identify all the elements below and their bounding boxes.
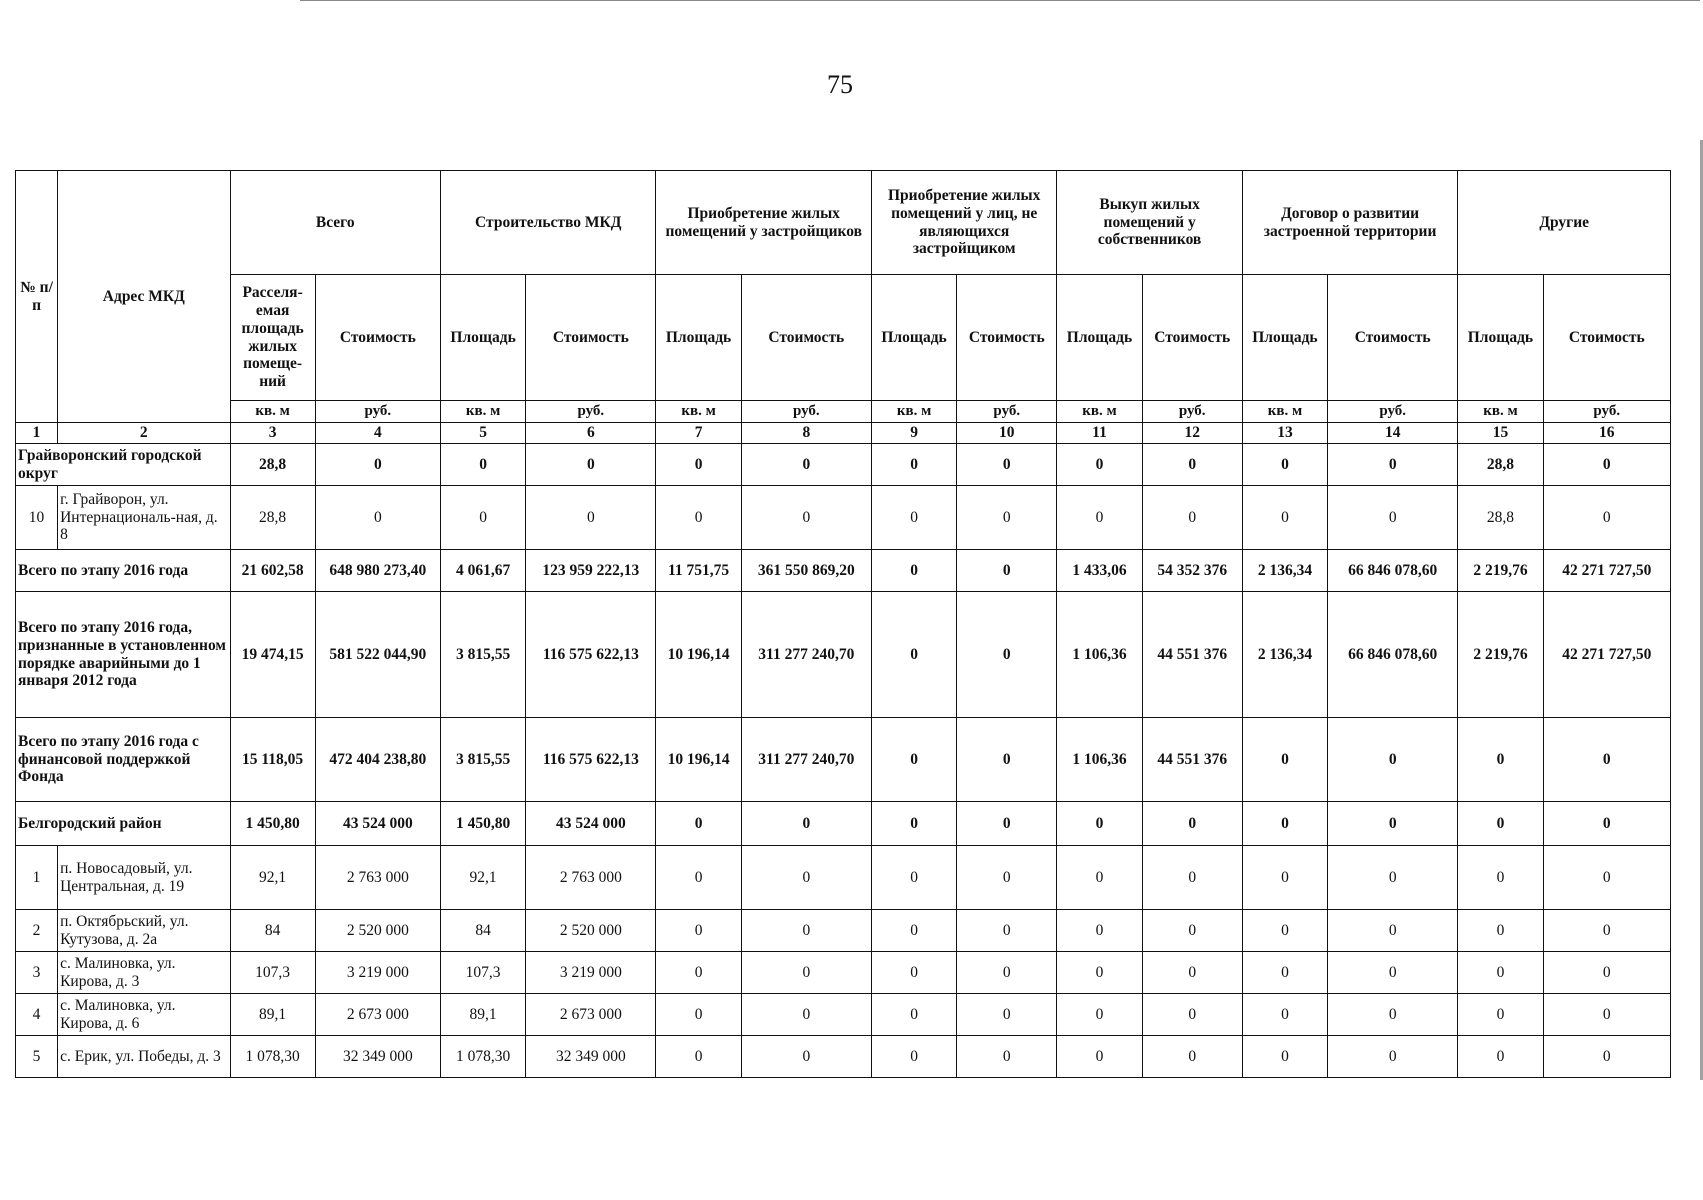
cell-area-value: 0 <box>441 486 526 550</box>
header-unit: кв. м <box>1242 401 1327 423</box>
row-number: 5 <box>16 1036 58 1078</box>
cell-area-value: 92,1 <box>230 846 315 910</box>
header-unit: руб. <box>1142 401 1242 423</box>
cell-area-value: 2 219,76 <box>1458 592 1543 718</box>
cell-cost-value: 0 <box>741 994 871 1036</box>
header-unit: кв. м <box>441 401 526 423</box>
cell-area-value: 89,1 <box>230 994 315 1036</box>
cell-area-value: 28,8 <box>1458 486 1543 550</box>
cell-cost-value: 2 763 000 <box>526 846 656 910</box>
cell-area-value: 0 <box>871 910 956 952</box>
cell-area-value: 0 <box>1458 718 1543 802</box>
cell-cost-value: 44 551 376 <box>1142 718 1242 802</box>
row-address: с. Малиновка, ул. Кирова, д. 3 <box>58 952 230 994</box>
header-unit: кв. м <box>1057 401 1142 423</box>
cell-area-value: 0 <box>871 952 956 994</box>
table-row-group-total <box>16 592 1671 718</box>
cell-area-value: 0 <box>1242 718 1327 802</box>
cell-cost-value: 0 <box>957 444 1057 486</box>
cell-cost-value: 0 <box>741 486 871 550</box>
cell-cost-value: 0 <box>1142 910 1242 952</box>
column-number: 9 <box>871 423 956 444</box>
cell-area-value: 107,3 <box>230 952 315 994</box>
header-sub-cost: Стоимость <box>1328 275 1458 401</box>
column-number: 3 <box>230 423 315 444</box>
cell-cost-value: 0 <box>957 802 1057 846</box>
cell-cost-value: 0 <box>1328 444 1458 486</box>
cell-cost-value: 0 <box>1328 718 1458 802</box>
cell-cost-value: 43 524 000 <box>315 802 440 846</box>
cell-area-value: 0 <box>1057 846 1142 910</box>
cell-area-value: 10 196,14 <box>656 718 741 802</box>
header-unit: руб. <box>1543 401 1670 423</box>
header-group-other: Другие <box>1458 171 1671 275</box>
cell-cost-value: 0 <box>741 444 871 486</box>
cell-area-value: 0 <box>1242 952 1327 994</box>
cell-area-value: 0 <box>871 846 956 910</box>
header-sub-area: Площадь <box>656 275 741 401</box>
cell-area-value: 0 <box>1057 444 1142 486</box>
cell-cost-value: 116 575 622,13 <box>526 592 656 718</box>
cell-cost-value: 0 <box>315 486 440 550</box>
cell-cost-value: 0 <box>1543 718 1670 802</box>
group-label: Грайворонский городской округ <box>16 444 231 486</box>
header-sub-area: Площадь <box>1242 275 1327 401</box>
header-group-total: Всего <box>230 171 441 275</box>
header-unit: кв. м <box>656 401 741 423</box>
row-number: 3 <box>16 952 58 994</box>
cell-cost-value: 42 271 727,50 <box>1543 592 1670 718</box>
cell-cost-value: 361 550 869,20 <box>741 550 871 592</box>
header-group-purchase-non-developers: Приобретение жилых помещений у лиц, не являющихся застройщиком <box>871 171 1056 275</box>
column-number: 10 <box>957 423 1057 444</box>
table-row <box>16 994 1671 1036</box>
header-sub-cost: Стоимость <box>741 275 871 401</box>
cell-cost-value: 0 <box>1543 994 1670 1036</box>
cell-area-value: 0 <box>1242 802 1327 846</box>
cell-cost-value: 0 <box>1543 486 1670 550</box>
cell-cost-value: 472 404 238,80 <box>315 718 440 802</box>
header-sub-area: Площадь <box>441 275 526 401</box>
table-body <box>16 444 1671 1078</box>
cell-cost-value: 0 <box>1328 910 1458 952</box>
cell-area-value: 0 <box>1057 486 1142 550</box>
header-sub-resettled-area: Расселя-емая площадь жилых помеще-ний <box>230 275 315 401</box>
cell-area-value: 0 <box>1242 486 1327 550</box>
header-unit: руб. <box>1328 401 1458 423</box>
cell-area-value: 0 <box>1057 802 1142 846</box>
cell-cost-value: 0 <box>1142 444 1242 486</box>
cell-cost-value: 0 <box>957 846 1057 910</box>
header-unit: руб. <box>526 401 656 423</box>
cell-cost-value: 0 <box>741 802 871 846</box>
cell-area-value: 0 <box>1057 994 1142 1036</box>
cell-cost-value: 0 <box>957 952 1057 994</box>
cell-area-value: 0 <box>441 444 526 486</box>
cell-cost-value: 0 <box>526 486 656 550</box>
page-number: 75 <box>827 70 853 99</box>
header-unit: кв. м <box>230 401 315 423</box>
row-number: 10 <box>16 486 58 550</box>
cell-cost-value: 0 <box>1328 994 1458 1036</box>
header-sub-area: Площадь <box>1458 275 1543 401</box>
header-units-row <box>16 401 1671 423</box>
header-group-row <box>16 171 1671 275</box>
cell-cost-value: 0 <box>741 1036 871 1078</box>
table-row-group-total <box>16 550 1671 592</box>
cell-area-value: 0 <box>1242 994 1327 1036</box>
cell-area-value: 0 <box>1458 802 1543 846</box>
table-row <box>16 1036 1671 1078</box>
housing-table-container <box>15 170 1671 1078</box>
scan-top-edge <box>300 0 1700 1</box>
cell-cost-value: 0 <box>1142 486 1242 550</box>
header-group-purchase-developers: Приобретение жилых помещений у застройщиков <box>656 171 871 275</box>
header-sub-cost: Стоимость <box>315 275 440 401</box>
column-number: 16 <box>1543 423 1670 444</box>
cell-cost-value: 0 <box>1328 846 1458 910</box>
cell-cost-value: 2 520 000 <box>315 910 440 952</box>
group-label: Всего по этапу 2016 года с финансовой поддержкой Фонда <box>16 718 231 802</box>
row-address: г. Грайворон, ул. Интернациональ-ная, д. 8 <box>58 486 230 550</box>
cell-cost-value: 0 <box>741 846 871 910</box>
cell-cost-value: 66 846 078,60 <box>1328 550 1458 592</box>
cell-cost-value: 123 959 222,13 <box>526 550 656 592</box>
column-number: 6 <box>526 423 656 444</box>
cell-cost-value: 311 277 240,70 <box>741 718 871 802</box>
cell-area-value: 28,8 <box>230 486 315 550</box>
cell-cost-value: 0 <box>957 550 1057 592</box>
row-address: п. Новосадовый, ул. Центральная, д. 19 <box>58 846 230 910</box>
header-no: № п/п <box>16 171 58 423</box>
header-column-numbers-row <box>16 423 1671 444</box>
cell-cost-value: 0 <box>1543 1036 1670 1078</box>
cell-area-value: 3 815,55 <box>441 718 526 802</box>
cell-cost-value: 2 520 000 <box>526 910 656 952</box>
cell-area-value: 0 <box>871 718 956 802</box>
cell-area-value: 1 106,36 <box>1057 592 1142 718</box>
column-number: 7 <box>656 423 741 444</box>
column-number: 15 <box>1458 423 1543 444</box>
cell-cost-value: 0 <box>1328 802 1458 846</box>
header-unit: руб. <box>741 401 871 423</box>
cell-cost-value: 0 <box>1142 952 1242 994</box>
cell-cost-value: 0 <box>957 592 1057 718</box>
cell-area-value: 2 136,34 <box>1242 550 1327 592</box>
cell-cost-value: 581 522 044,90 <box>315 592 440 718</box>
header-group-construction: Строительство МКД <box>441 171 656 275</box>
cell-cost-value: 0 <box>1142 994 1242 1036</box>
header-unit: кв. м <box>871 401 956 423</box>
column-number: 5 <box>441 423 526 444</box>
cell-cost-value: 0 <box>1543 444 1670 486</box>
cell-area-value: 84 <box>441 910 526 952</box>
cell-cost-value: 0 <box>957 994 1057 1036</box>
cell-area-value: 0 <box>1242 910 1327 952</box>
housing-resettlement-table <box>15 170 1671 1078</box>
table-row <box>16 846 1671 910</box>
cell-area-value: 0 <box>656 910 741 952</box>
cell-cost-value: 0 <box>1543 910 1670 952</box>
cell-area-value: 1 106,36 <box>1057 718 1142 802</box>
cell-cost-value: 0 <box>1543 802 1670 846</box>
cell-area-value: 15 118,05 <box>230 718 315 802</box>
cell-area-value: 0 <box>871 486 956 550</box>
cell-cost-value: 116 575 622,13 <box>526 718 656 802</box>
cell-area-value: 28,8 <box>230 444 315 486</box>
cell-area-value: 0 <box>871 444 956 486</box>
table-row-group-total <box>16 718 1671 802</box>
column-number: 2 <box>58 423 230 444</box>
cell-area-value: 0 <box>871 1036 956 1078</box>
header-sub-row <box>16 275 1671 401</box>
header-unit: руб. <box>957 401 1057 423</box>
column-number: 12 <box>1142 423 1242 444</box>
cell-area-value: 0 <box>1242 444 1327 486</box>
cell-area-value: 89,1 <box>441 994 526 1036</box>
row-number: 4 <box>16 994 58 1036</box>
cell-area-value: 0 <box>871 592 956 718</box>
cell-cost-value: 2 763 000 <box>315 846 440 910</box>
row-number: 2 <box>16 910 58 952</box>
table-row-group-total <box>16 802 1671 846</box>
row-address: с. Малиновка, ул. Кирова, д. 6 <box>58 994 230 1036</box>
cell-cost-value: 42 271 727,50 <box>1543 550 1670 592</box>
cell-cost-value: 44 551 376 <box>1142 592 1242 718</box>
cell-area-value: 2 219,76 <box>1458 550 1543 592</box>
header-sub-cost: Стоимость <box>1142 275 1242 401</box>
cell-area-value: 28,8 <box>1458 444 1543 486</box>
cell-area-value: 0 <box>1057 1036 1142 1078</box>
table-row <box>16 486 1671 550</box>
cell-cost-value: 0 <box>1142 1036 1242 1078</box>
header-sub-area: Площадь <box>871 275 956 401</box>
header-sub-cost: Стоимость <box>1543 275 1670 401</box>
cell-area-value: 0 <box>1242 846 1327 910</box>
cell-area-value: 10 196,14 <box>656 592 741 718</box>
cell-area-value: 19 474,15 <box>230 592 315 718</box>
header-unit: руб. <box>315 401 440 423</box>
cell-cost-value: 3 219 000 <box>315 952 440 994</box>
cell-area-value: 3 815,55 <box>441 592 526 718</box>
cell-cost-value: 0 <box>1142 802 1242 846</box>
cell-area-value: 107,3 <box>441 952 526 994</box>
cell-cost-value: 0 <box>957 910 1057 952</box>
header-sub-area: Площадь <box>1057 275 1142 401</box>
cell-cost-value: 66 846 078,60 <box>1328 592 1458 718</box>
header-sub-cost: Стоимость <box>526 275 656 401</box>
cell-area-value: 1 078,30 <box>230 1036 315 1078</box>
header-sub-cost: Стоимость <box>957 275 1057 401</box>
cell-cost-value: 0 <box>1543 952 1670 994</box>
cell-area-value: 4 061,67 <box>441 550 526 592</box>
cell-cost-value: 32 349 000 <box>526 1036 656 1078</box>
cell-area-value: 0 <box>656 846 741 910</box>
cell-area-value: 1 450,80 <box>230 802 315 846</box>
cell-area-value: 0 <box>1057 952 1142 994</box>
group-label: Всего по этапу 2016 года, признанные в установленном порядке аварийными до 1 января 2012 года <box>16 592 231 718</box>
column-number: 14 <box>1328 423 1458 444</box>
cell-area-value: 2 136,34 <box>1242 592 1327 718</box>
cell-area-value: 1 433,06 <box>1057 550 1142 592</box>
row-address: с. Ерик, ул. Победы, д. 3 <box>58 1036 230 1078</box>
cell-cost-value: 0 <box>526 444 656 486</box>
cell-cost-value: 0 <box>957 1036 1057 1078</box>
cell-area-value: 84 <box>230 910 315 952</box>
cell-cost-value: 0 <box>957 486 1057 550</box>
column-number: 8 <box>741 423 871 444</box>
column-number: 4 <box>315 423 440 444</box>
cell-cost-value: 3 219 000 <box>526 952 656 994</box>
header-unit: кв. м <box>1458 401 1543 423</box>
table-row-group-total <box>16 444 1671 486</box>
header-group-buyout: Выкуп жилых помещений у собственников <box>1057 171 1242 275</box>
cell-cost-value: 0 <box>1328 952 1458 994</box>
group-label: Белгородский район <box>16 802 231 846</box>
cell-cost-value: 43 524 000 <box>526 802 656 846</box>
cell-area-value: 0 <box>871 550 956 592</box>
cell-cost-value: 0 <box>741 952 871 994</box>
cell-area-value: 1 450,80 <box>441 802 526 846</box>
cell-cost-value: 2 673 000 <box>315 994 440 1036</box>
cell-cost-value: 0 <box>957 718 1057 802</box>
cell-cost-value: 0 <box>741 910 871 952</box>
cell-area-value: 0 <box>871 994 956 1036</box>
table-header <box>16 171 1671 444</box>
cell-area-value: 92,1 <box>441 846 526 910</box>
cell-area-value: 0 <box>1057 910 1142 952</box>
cell-cost-value: 0 <box>1142 846 1242 910</box>
cell-cost-value: 0 <box>1328 486 1458 550</box>
cell-area-value: 0 <box>871 802 956 846</box>
column-number: 11 <box>1057 423 1142 444</box>
column-number: 13 <box>1242 423 1327 444</box>
cell-area-value: 0 <box>1458 994 1543 1036</box>
cell-cost-value: 0 <box>315 444 440 486</box>
cell-cost-value: 648 980 273,40 <box>315 550 440 592</box>
cell-area-value: 0 <box>1242 1036 1327 1078</box>
cell-area-value: 0 <box>1458 1036 1543 1078</box>
cell-area-value: 0 <box>656 994 741 1036</box>
cell-area-value: 0 <box>1458 952 1543 994</box>
cell-area-value: 1 078,30 <box>441 1036 526 1078</box>
cell-cost-value: 0 <box>1543 846 1670 910</box>
cell-area-value: 0 <box>656 486 741 550</box>
table-row <box>16 910 1671 952</box>
cell-cost-value: 54 352 376 <box>1142 550 1242 592</box>
group-label: Всего по этапу 2016 года <box>16 550 231 592</box>
cell-cost-value: 0 <box>1328 1036 1458 1078</box>
cell-cost-value: 311 277 240,70 <box>741 592 871 718</box>
column-number: 1 <box>16 423 58 444</box>
header-group-development-agreement: Договор о развитии застроенной территории <box>1242 171 1458 275</box>
cell-cost-value: 32 349 000 <box>315 1036 440 1078</box>
cell-area-value: 0 <box>656 444 741 486</box>
cell-area-value: 0 <box>1458 846 1543 910</box>
table-row <box>16 952 1671 994</box>
header-address: Адрес МКД <box>58 171 230 423</box>
cell-cost-value: 2 673 000 <box>526 994 656 1036</box>
cell-area-value: 0 <box>656 802 741 846</box>
row-address: п. Октябрьский, ул. Кутузова, д. 2а <box>58 910 230 952</box>
row-number: 1 <box>16 846 58 910</box>
cell-area-value: 0 <box>656 1036 741 1078</box>
cell-area-value: 21 602,58 <box>230 550 315 592</box>
cell-area-value: 11 751,75 <box>656 550 741 592</box>
cell-area-value: 0 <box>656 952 741 994</box>
cell-area-value: 0 <box>1458 910 1543 952</box>
